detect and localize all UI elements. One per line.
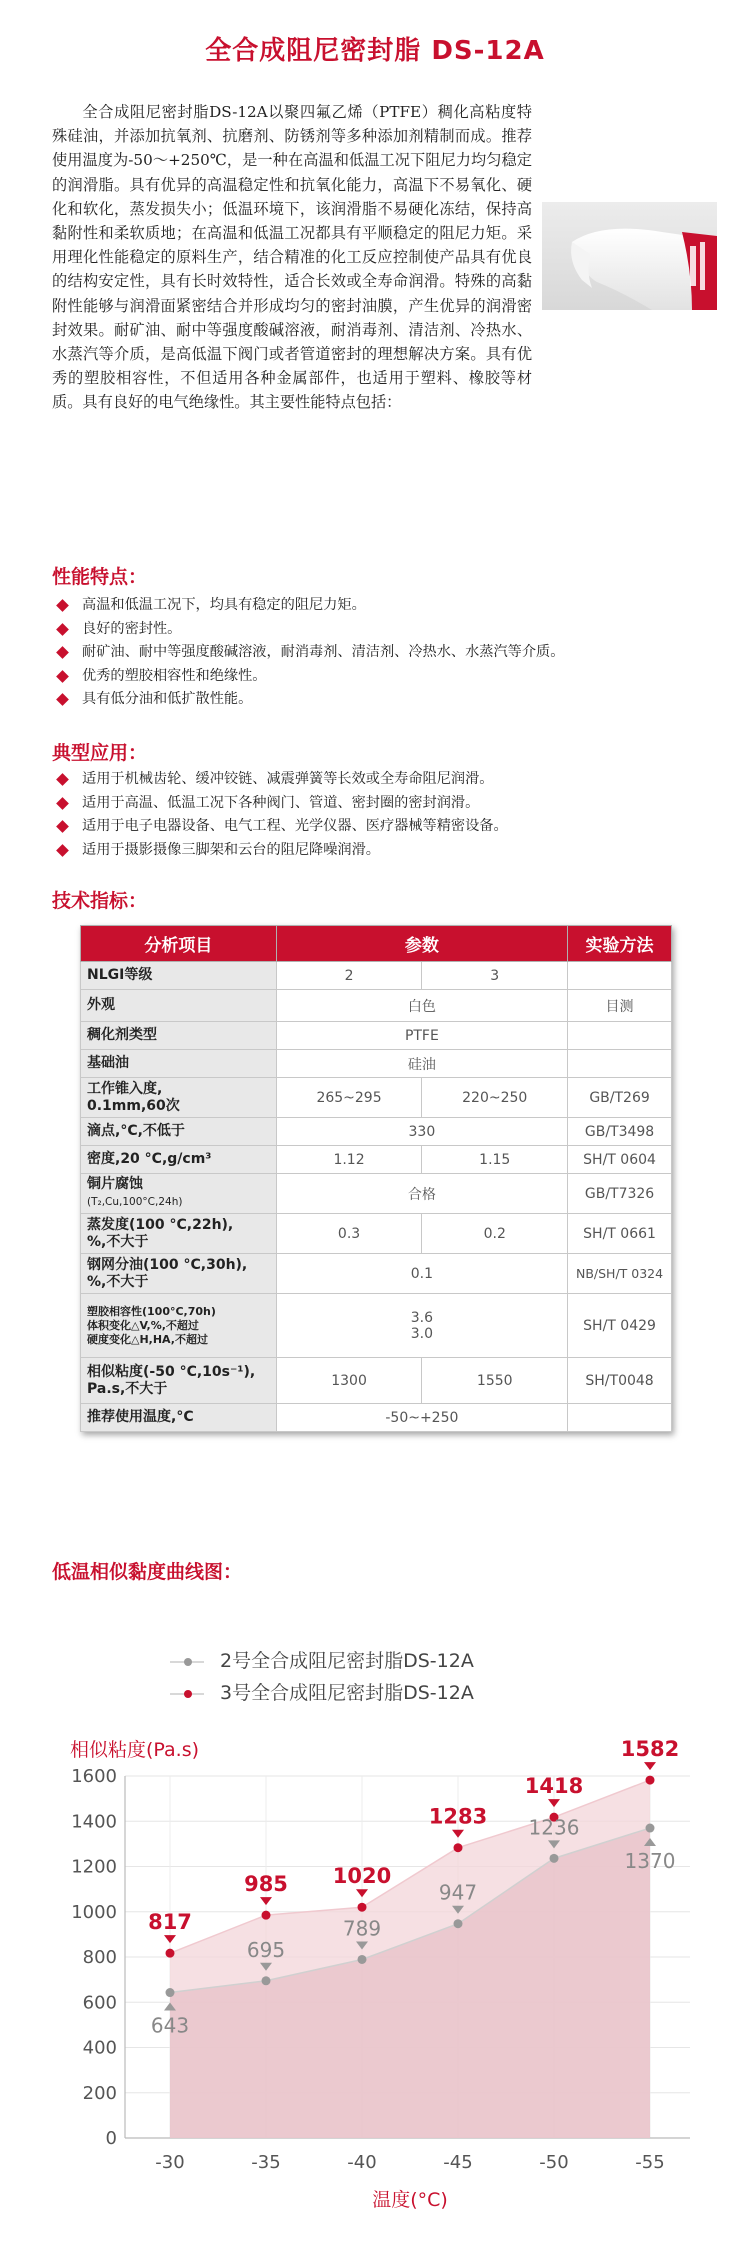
- row-label: NLGI等级: [81, 962, 277, 990]
- series-3-data-label: 1283: [428, 1804, 488, 1829]
- x-tick-label: -30: [155, 2152, 185, 2173]
- table-row: [81, 1050, 672, 1078]
- table-row: [81, 1022, 672, 1050]
- y-tick-label: 1200: [71, 1856, 117, 1878]
- row-label: 稠化剂类型: [81, 1022, 277, 1050]
- cell-method: GB/T7326: [568, 1174, 672, 1214]
- cell-value: 0.3: [276, 1214, 422, 1254]
- diamond-bullet-icon: [56, 693, 69, 706]
- list-item: 优秀的塑胶相容性和绝缘性。: [56, 665, 746, 689]
- y-tick-label: 800: [82, 1947, 117, 1968]
- features-heading: 性能特点：: [52, 566, 148, 588]
- cell-method: SH/T 0661: [568, 1214, 672, 1254]
- y-axis-title: 相似粘度(Pa.s): [70, 1739, 200, 1761]
- y-tick-label: 0: [105, 2128, 117, 2149]
- cell-value: 3: [422, 962, 568, 990]
- table-row: [81, 1078, 672, 1118]
- table-row: [81, 1254, 672, 1294]
- cell-value: 硅油: [276, 1050, 567, 1078]
- table-row: [81, 1174, 672, 1214]
- diamond-bullet-icon: [56, 820, 69, 833]
- cell-value: -50~+250: [276, 1404, 567, 1432]
- table-row: [81, 1404, 672, 1432]
- cell-value: 265~295: [276, 1078, 422, 1118]
- row-label: 相似粘度(-50 °C,10s⁻¹), Pa.s,不大于: [81, 1358, 277, 1404]
- series-2-data-label: 789: [342, 1916, 382, 1941]
- series-3-pointer: [548, 1799, 560, 1807]
- cell-method: SH/T 0429: [568, 1294, 672, 1358]
- list-item: 适用于电子电器设备、电气工程、光学仪器、医疗器械等精密设备。: [56, 815, 746, 839]
- row-label: 工作锥入度, 0.1mm,60次: [81, 1078, 277, 1118]
- table-row: [81, 1118, 672, 1146]
- list-item: 高温和低温工况下，均具有稳定的阻尼力矩。: [56, 594, 746, 618]
- series-3-data-label: 1020: [332, 1864, 392, 1889]
- row-label: 密度,20 °C,g/cm³: [81, 1146, 277, 1174]
- table-row: [81, 1294, 672, 1358]
- y-tick-label: 200: [82, 2082, 117, 2104]
- series-2-point: [358, 1955, 367, 1964]
- series-3-pointer: [644, 1762, 656, 1770]
- cell-method: [568, 1050, 672, 1078]
- diamond-bullet-icon: [56, 844, 69, 857]
- row-label: 滴点,°C,不低于: [81, 1118, 277, 1146]
- cell-value: 合格: [276, 1174, 567, 1214]
- cell-value: 1550: [422, 1358, 568, 1404]
- x-tick-label: -45: [443, 2152, 473, 2173]
- cell-value: 220~250: [422, 1078, 568, 1118]
- table-row: [81, 1358, 672, 1404]
- cell-value: 0.1: [276, 1254, 567, 1294]
- series-2-data-label: 1370: [624, 1849, 676, 1874]
- legend-marker-icon: [170, 1652, 210, 1672]
- cell-value: 白色: [276, 990, 567, 1022]
- y-tick-label: 1400: [71, 1811, 117, 1833]
- table-header-row: [81, 926, 672, 962]
- row-label: 推荐使用温度,°C: [81, 1404, 277, 1432]
- specs-heading: 技术指标：: [52, 890, 148, 912]
- cell-value: 2: [276, 962, 422, 990]
- cell-method: SH/T0048: [568, 1358, 672, 1404]
- cell-method: [568, 1404, 672, 1432]
- cell-method: [568, 962, 672, 990]
- row-label: 基础油: [81, 1050, 277, 1078]
- row-label: 蒸发度(100 °C,22h), %,不大于: [81, 1214, 277, 1254]
- list-item: 适用于机械齿轮、缓冲铰链、减震弹簧等长效或全寿命阻尼润滑。: [56, 768, 746, 792]
- series-2-data-label: 1236: [528, 1815, 580, 1840]
- series-2-data-label: 947: [438, 1880, 478, 1905]
- series-3-point: [646, 1776, 655, 1785]
- row-label: 塑胶相容性(100°C,70h) 体积变化△V,%,不超过 硬度变化△H,HA,不超过: [81, 1294, 277, 1358]
- y-tick-label: 1600: [71, 1766, 117, 1787]
- series-3-pointer: [356, 1889, 368, 1897]
- intro-paragraph: 全合成阻尼密封脂DS-12A以聚四氟乙烯（PTFE）稠化高粘度特殊硅油，并添加抗氧剂、抗磨剂、防锈剂等多种添加剂精制而成。推荐使用温度为-50～+250℃，是一种在高温和低温工况下阻尼力均匀稳定的润滑脂。具有优异的高温稳定性和抗氧化能力，高温下不易氧化、硬化和软化，蒸发损失小；低温环境下，该润滑脂不易硬化冻结，保持高黏附性和柔软质地；在高温和低温工况都具有平顺稳定的阻尼力矩。采用理化性能稳定的原料生产，结合精准的化工反应控制使产品具有优良的结构安定性，具有长时效特性，适合长效或全寿命润滑。特殊的高黏附性能够与润滑面紧密结合并形成均匀的密封油膜，产生优异的润滑密封效果。耐矿油、耐中等强度酸碱溶液，耐消毒剂、清洁剂、冷热水、水蒸汽等介质，是高低温下阀门或者管道密封的理想解决方案。具有优秀的塑胶相容性，不但适用各种金属部件，也适用于塑料、橡胶等材质。具有良好的电气绝缘性。其主要性能特点包括：: [52, 103, 532, 412]
- list-item: 适用于摄影摄像三脚架和云台的阻尼降噪润滑。: [56, 839, 746, 863]
- series-2-data-label: 695: [246, 1937, 286, 1962]
- series-3-data-label: 985: [244, 1872, 288, 1897]
- x-tick-label: -40: [347, 2152, 377, 2173]
- cell-value: 0.2: [422, 1214, 568, 1254]
- cell-method: GB/T3498: [568, 1118, 672, 1146]
- series-2-point: [454, 1919, 463, 1928]
- col-header-item: 分析项目: [81, 926, 277, 962]
- legend-item-series-3: 3号全合成阻尼密封脂DS-12A: [170, 1678, 474, 1705]
- legend-item-series-2: 2号全合成阻尼密封脂DS-12A: [170, 1646, 474, 1673]
- series-3-point: [262, 1911, 271, 1920]
- series-2-point: [262, 1976, 271, 1985]
- series-3-pointer: [452, 1830, 464, 1838]
- cell-value: PTFE: [276, 1022, 567, 1050]
- y-tick-label: 400: [82, 2037, 117, 2059]
- series-3-pointer: [164, 1935, 176, 1943]
- x-tick-label: -55: [635, 2152, 665, 2173]
- chart-heading: 低温相似黏度曲线图：: [52, 1561, 243, 1583]
- cell-value: 1.15: [422, 1146, 568, 1174]
- page-title: 全合成阻尼密封脂 DS-12A: [205, 36, 545, 66]
- table-row: [81, 962, 672, 990]
- diamond-bullet-icon: [56, 646, 69, 659]
- cell-method: GB/T269: [568, 1078, 672, 1118]
- diamond-bullet-icon: [56, 623, 69, 636]
- diamond-bullet-icon: [56, 670, 69, 683]
- table-row: [81, 1214, 672, 1254]
- col-header-method: 实验方法: [568, 926, 672, 962]
- table-row: [81, 990, 672, 1022]
- series-2-point: [550, 1854, 559, 1863]
- series-3-point: [454, 1843, 463, 1852]
- y-tick-label: 1000: [71, 1901, 117, 1923]
- cell-value: 1300: [276, 1358, 422, 1404]
- product-tube-icon: [542, 202, 717, 310]
- series-2-point: [166, 1988, 175, 1997]
- cell-value: 330: [276, 1118, 567, 1146]
- features-list: [56, 594, 746, 712]
- applications-heading: 典型应用：: [52, 742, 148, 764]
- series-3-data-label: 817: [148, 1910, 192, 1935]
- list-item: 适用于高温、低温工况下各种阀门、管道、密封圈的密封润滑。: [56, 792, 746, 816]
- series-3-point: [166, 1949, 175, 1958]
- product-tube-image: [542, 202, 717, 310]
- cell-value: 3.6 3.0: [276, 1294, 567, 1358]
- list-item: 良好的密封性。: [56, 618, 746, 642]
- cell-method: 目测: [568, 990, 672, 1022]
- viscosity-chart: [0, 1600, 750, 2240]
- x-tick-label: -50: [539, 2152, 569, 2173]
- list-item: 具有低分油和低扩散性能。: [56, 688, 746, 712]
- col-header-param: 参数: [276, 926, 567, 962]
- series-3-data-label: 1582: [620, 1737, 680, 1762]
- legend-marker-icon: [170, 1684, 210, 1704]
- cell-method: SH/T 0604: [568, 1146, 672, 1174]
- applications-list: [56, 768, 746, 862]
- diamond-bullet-icon: [56, 773, 69, 786]
- cell-method: [568, 1022, 672, 1050]
- series-2-data-label: 643: [150, 2013, 190, 2038]
- x-axis-title: 温度(°C): [372, 2189, 448, 2211]
- series-3-point: [358, 1903, 367, 1912]
- series-2-point: [646, 1824, 655, 1833]
- cell-value: 1.12: [276, 1146, 422, 1174]
- table-row: [81, 1146, 672, 1174]
- row-label: 外观: [81, 990, 277, 1022]
- cell-method: NB/SH/T 0324: [568, 1254, 672, 1294]
- row-label: 铜片腐蚀 (T₂,Cu,100°C,24h): [81, 1174, 277, 1214]
- diamond-bullet-icon: [56, 797, 69, 810]
- x-tick-label: -35: [251, 2152, 281, 2173]
- spec-table: [80, 925, 672, 1432]
- series-3-data-label: 1418: [524, 1774, 584, 1799]
- series-3-pointer: [260, 1897, 272, 1905]
- list-item: 耐矿油、耐中等强度酸碱溶液，耐消毒剂、清洁剂、冷热水、水蒸汽等介质。: [56, 641, 746, 665]
- row-label: 钢网分油(100 °C,30h), %,不大于: [81, 1254, 277, 1294]
- y-tick-label: 600: [82, 1992, 117, 2014]
- diamond-bullet-icon: [56, 599, 69, 612]
